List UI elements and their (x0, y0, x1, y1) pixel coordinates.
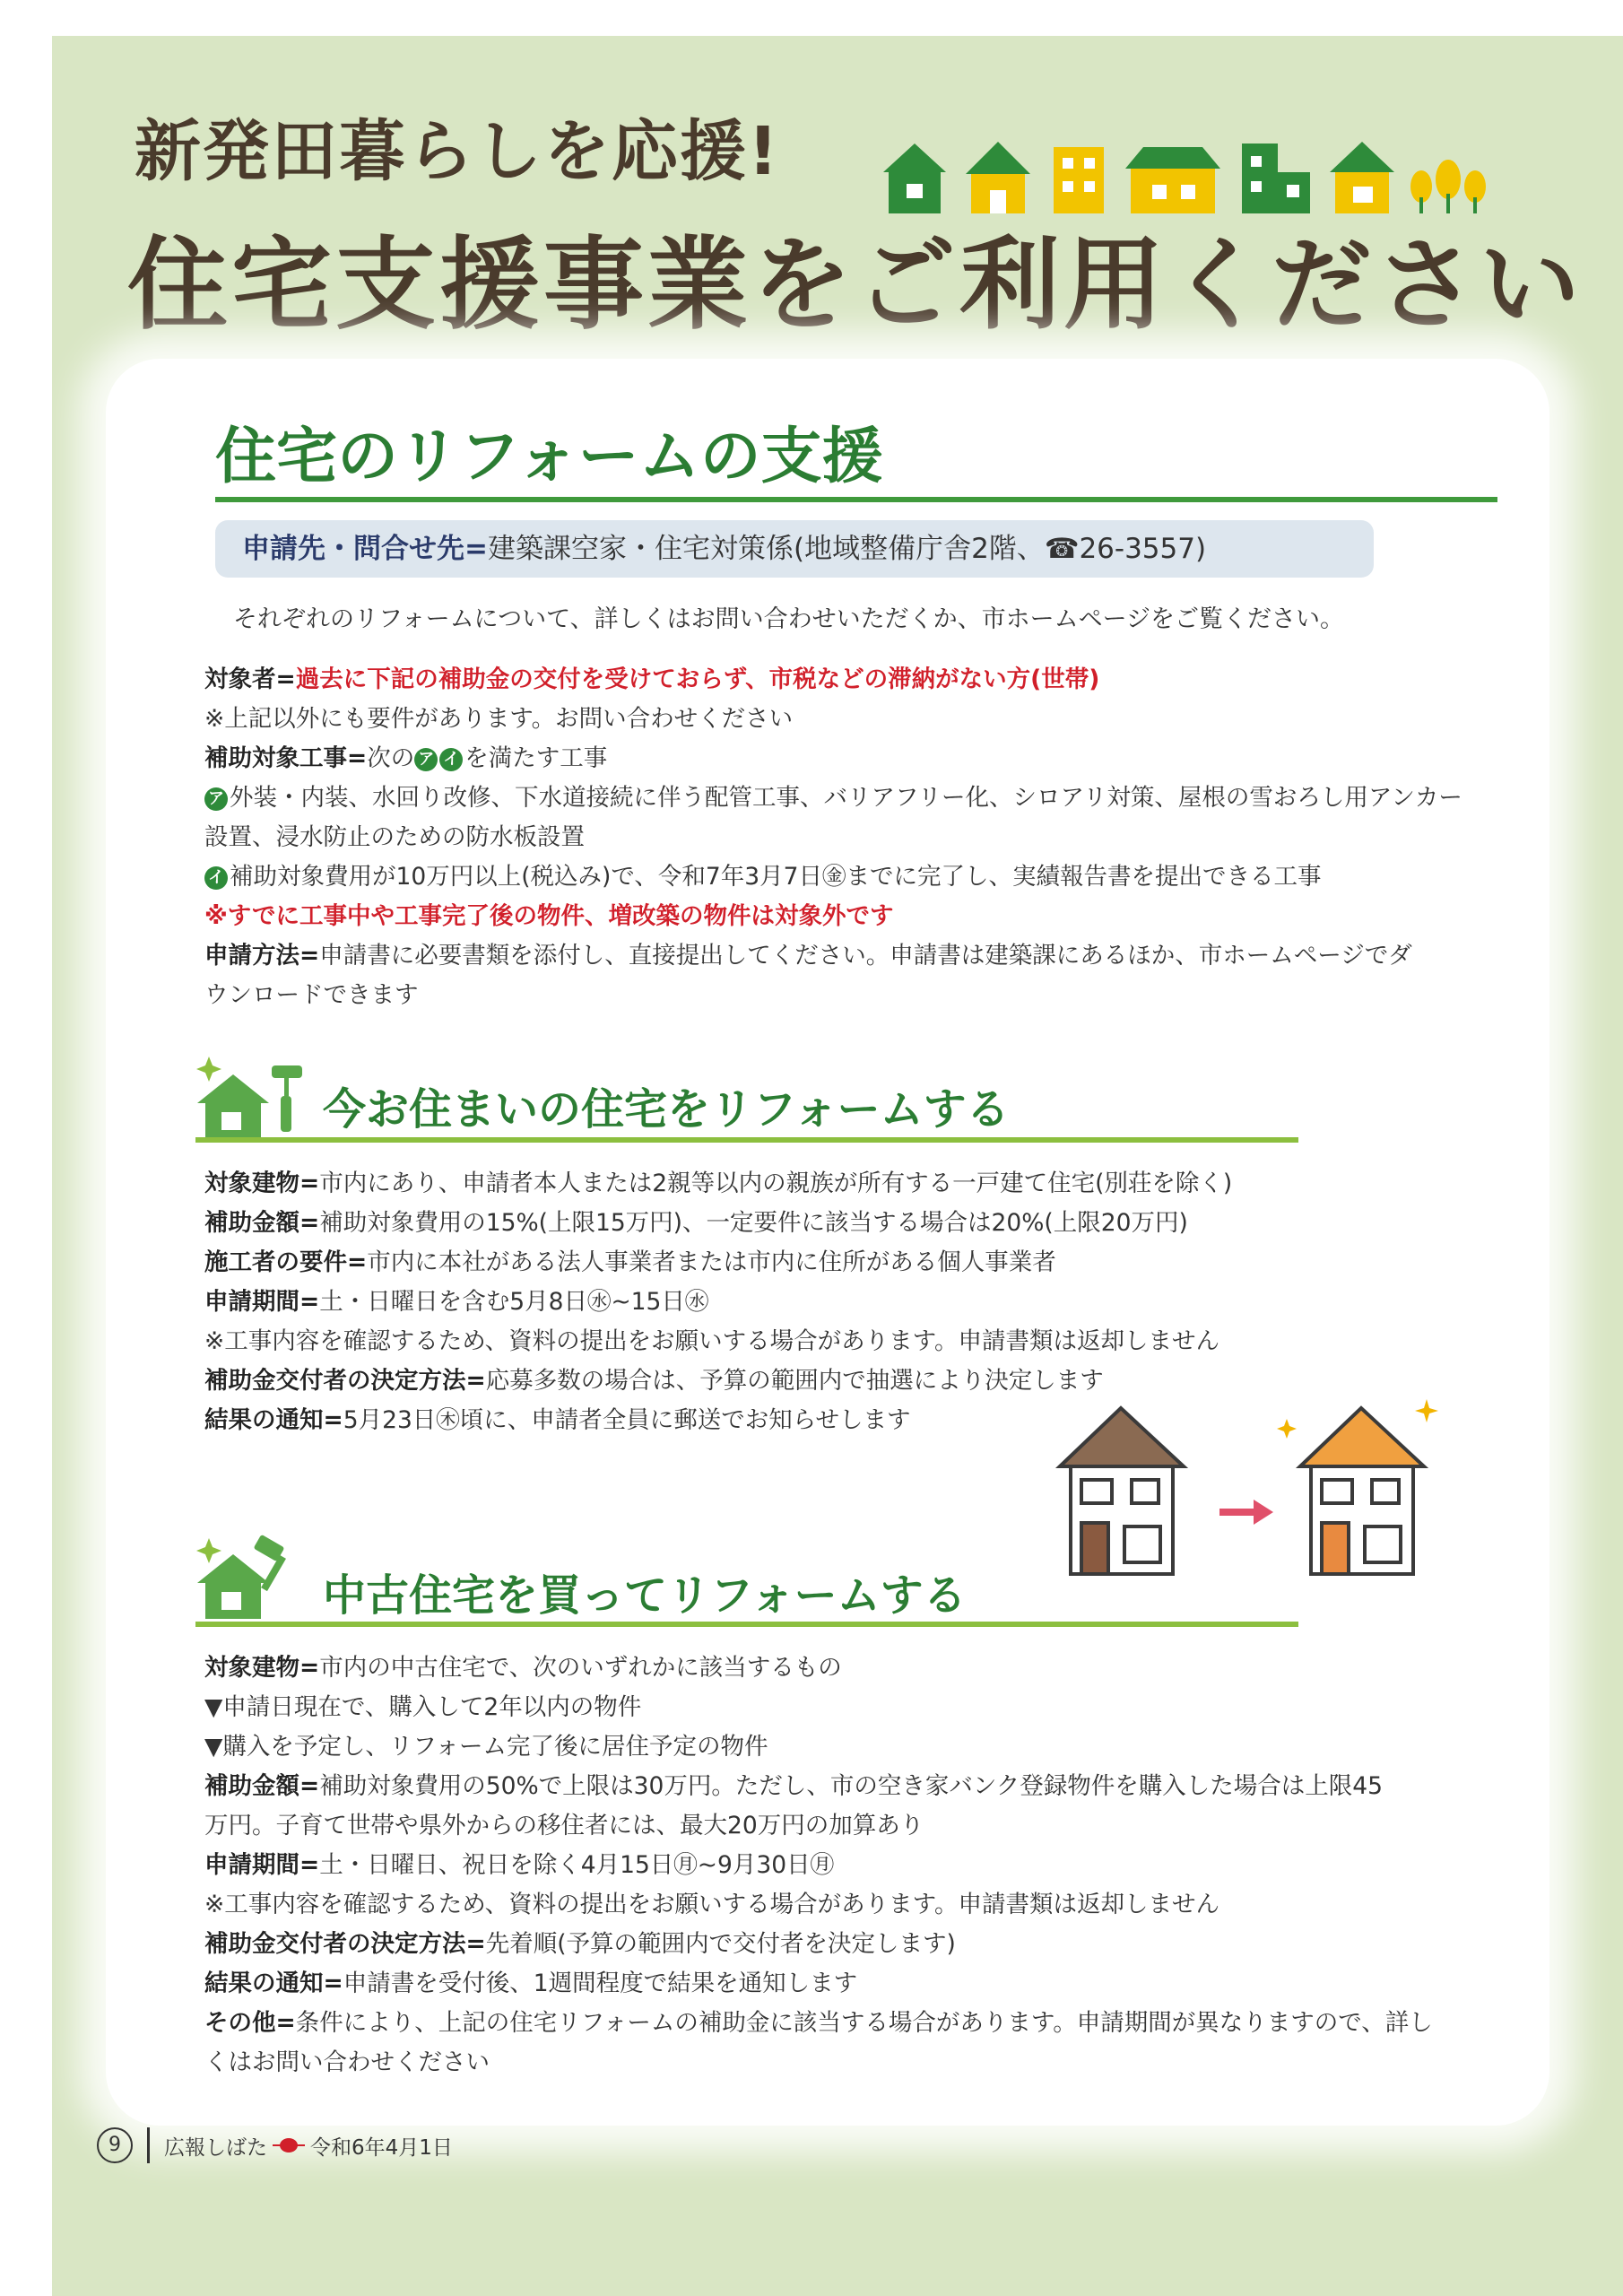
detail-text: ※工事内容を確認するため、資料の提出をお願いする場合があります。申請書類は返却しません (204, 1891, 1220, 1918)
detail-row (204, 1925, 1433, 1964)
detail-label: 申請期間= (204, 1851, 320, 1879)
subsection-used-divider (195, 1622, 1298, 1627)
detail-row (204, 1806, 1433, 1846)
item-i-text: 補助対象費用が10万円以上(税込み)で、令和7年3月7日㊎までに完了し、実績報告書を提出できる工事 (230, 863, 1322, 891)
mark-i-icon: イ (439, 748, 463, 771)
item-i-icon: イ (204, 866, 228, 890)
work-text-pre: 次の (367, 744, 415, 772)
page-title-line1: 新発田暮らしを応援! (135, 113, 780, 190)
subsection-current-divider (195, 1137, 1298, 1143)
detail-text: 土・日曜日を含む5月8日㊌~15日㊌ (319, 1288, 709, 1316)
publication-logo-icon (273, 2137, 305, 2153)
detail-text: 万円。子育て世帯や県外からの移住者には、最大20万円の加算あり (204, 1812, 924, 1839)
detail-label: 補助金額= (204, 1772, 320, 1800)
target-label: 対象者= (204, 665, 296, 693)
contact-label: 申請先・問合せ先= (242, 533, 488, 565)
method-line1: 申請書に必要書類を添付し、直接提出してください。申請書は建築課にあるほか、市ホームページでダ (319, 942, 1412, 970)
detail-label: 対象建物= (204, 1170, 320, 1197)
page-number: 9 (97, 2127, 133, 2163)
detail-text: 市内にあり、申請者本人または2親等以内の親族が所有する一戸建て住宅(別荘を除く) (319, 1170, 1233, 1197)
detail-label: 結果の通知= (204, 1970, 343, 1997)
detail-text: くはお問い合わせください (204, 2048, 490, 2076)
intro-text: それぞれのリフォームについて、詳しくはお問い合わせいただくか、市ホームページをご覧ください。 (233, 605, 1345, 633)
detail-label: 結果の通知= (204, 1406, 343, 1434)
detail-row (204, 1688, 1433, 1727)
target-note: ※上記以外にも要件があります。お問い合わせください (204, 705, 794, 733)
detail-row (204, 1283, 1232, 1322)
detail-row (204, 1164, 1232, 1204)
phone-icon: ☎ (1044, 533, 1080, 565)
detail-label: 申請期間= (204, 1288, 320, 1316)
general-requirements (204, 660, 1462, 1015)
footer-divider (147, 2127, 150, 2163)
detail-row (204, 1727, 1433, 1767)
used-reform-details (204, 1648, 1433, 2083)
detail-text: 応募多数の場合は、予算の範囲内で抽選により決定します (485, 1367, 1104, 1395)
detail-row (204, 1846, 1433, 1885)
detail-row (204, 1243, 1232, 1283)
detail-row (204, 1885, 1433, 1925)
detail-label: 補助金交付者の決定方法= (204, 1367, 486, 1395)
detail-text: 条件により、上記の住宅リフォームの補助金に該当する場合があります。申請期間が異なりますので、詳し (295, 2009, 1433, 2037)
subsection-current-title: 今お住まいの住宅をリフォームする (323, 1084, 1010, 1135)
house-row-icon (883, 135, 1511, 224)
detail-label: その他= (204, 2009, 296, 2037)
house-hammer-icon (193, 1529, 309, 1628)
mark-a-icon: ア (414, 748, 438, 771)
detail-row (204, 1648, 1433, 1688)
detail-row (204, 1964, 1433, 2004)
detail-row (204, 1767, 1433, 1806)
detail-text: 先着順(予算の範囲内で交付者を決定します) (485, 1930, 956, 1958)
footer (97, 2127, 453, 2163)
contact-phone: 26-3557) (1079, 533, 1207, 565)
detail-text: 5月23日㊍頃に、申請者全員に郵送でお知らせします (343, 1406, 911, 1434)
work-text-post: を満たす工事 (464, 744, 608, 772)
detail-row (204, 1204, 1232, 1243)
page-title-line2: 住宅支援事業をご利用ください (127, 227, 1584, 344)
target-text: 過去に下記の補助金の交付を受けておらず、市税などの滞納がない方(世帯) (295, 665, 1100, 693)
publication-name: 広報しばた (164, 2135, 267, 2160)
detail-text: 市内の中古住宅で、次のいずれかに該当するもの (319, 1654, 842, 1682)
detail-text: ▼購入を予定し、リフォーム完了後に居住予定の物件 (204, 1733, 768, 1761)
method-line2: ウンロードできます (204, 981, 419, 1009)
detail-text: ※工事内容を確認するため、資料の提出をお願いする場合があります。申請書類は返却しません (204, 1327, 1220, 1355)
detail-row (204, 2043, 1433, 2083)
detail-row (204, 1322, 1232, 1361)
detail-label: 施工者の要件= (204, 1248, 368, 1276)
detail-text: 補助対象費用の50%で上限は30万円。ただし、市の空き家バンク登録物件を購入した場合は上限45 (319, 1772, 1384, 1800)
item-a-line2: 設置、浸水防止のための防水板設置 (204, 823, 585, 851)
house-paint-roller-icon (193, 1049, 309, 1148)
detail-text: 土・日曜日、祝日を除く4月15日㊊~9月30日㊊ (319, 1851, 835, 1879)
detail-text: 補助対象費用の15%(上限15万円)、一定要件に該当する場合は20%(上限20万円) (319, 1209, 1188, 1237)
subsection-used-title: 中古住宅を買ってリフォームする (323, 1570, 967, 1621)
publication-date: 令和6年4月1日 (310, 2135, 453, 2160)
contact-text: 建築課空家・住宅対策係(地域整備庁舎2階、 (487, 533, 1045, 565)
detail-label: 補助金額= (204, 1209, 320, 1237)
item-a-line1: 外装・内装、水回り改修、下水道接続に伴う配管工事、バリアフリー化、シロアリ対策、屋根の雪おろし用アンカー (230, 784, 1462, 812)
exclusion-note: ※すでに工事中や工事完了後の物件、増改築の物件は対象外です (204, 902, 894, 930)
detail-row (204, 2004, 1433, 2043)
work-label: 補助対象工事= (204, 744, 368, 772)
item-a-icon: ア (204, 787, 228, 811)
detail-label: 対象建物= (204, 1654, 320, 1682)
detail-text: 市内に本社がある法人事業者または市内に住所がある個人事業者 (367, 1248, 1056, 1276)
contact-box (215, 520, 1374, 578)
method-label: 申請方法= (204, 942, 320, 970)
house-renovation-illustration (1049, 1390, 1444, 1632)
detail-label: 補助金交付者の決定方法= (204, 1930, 486, 1958)
detail-text: 申請書を受付後、1週間程度で結果を通知します (343, 1970, 858, 1997)
section-title: 住宅のリフォームの支援 (215, 422, 883, 492)
detail-text: ▼申請日現在で、購入して2年以内の物件 (204, 1693, 642, 1721)
section-divider (215, 497, 1497, 502)
